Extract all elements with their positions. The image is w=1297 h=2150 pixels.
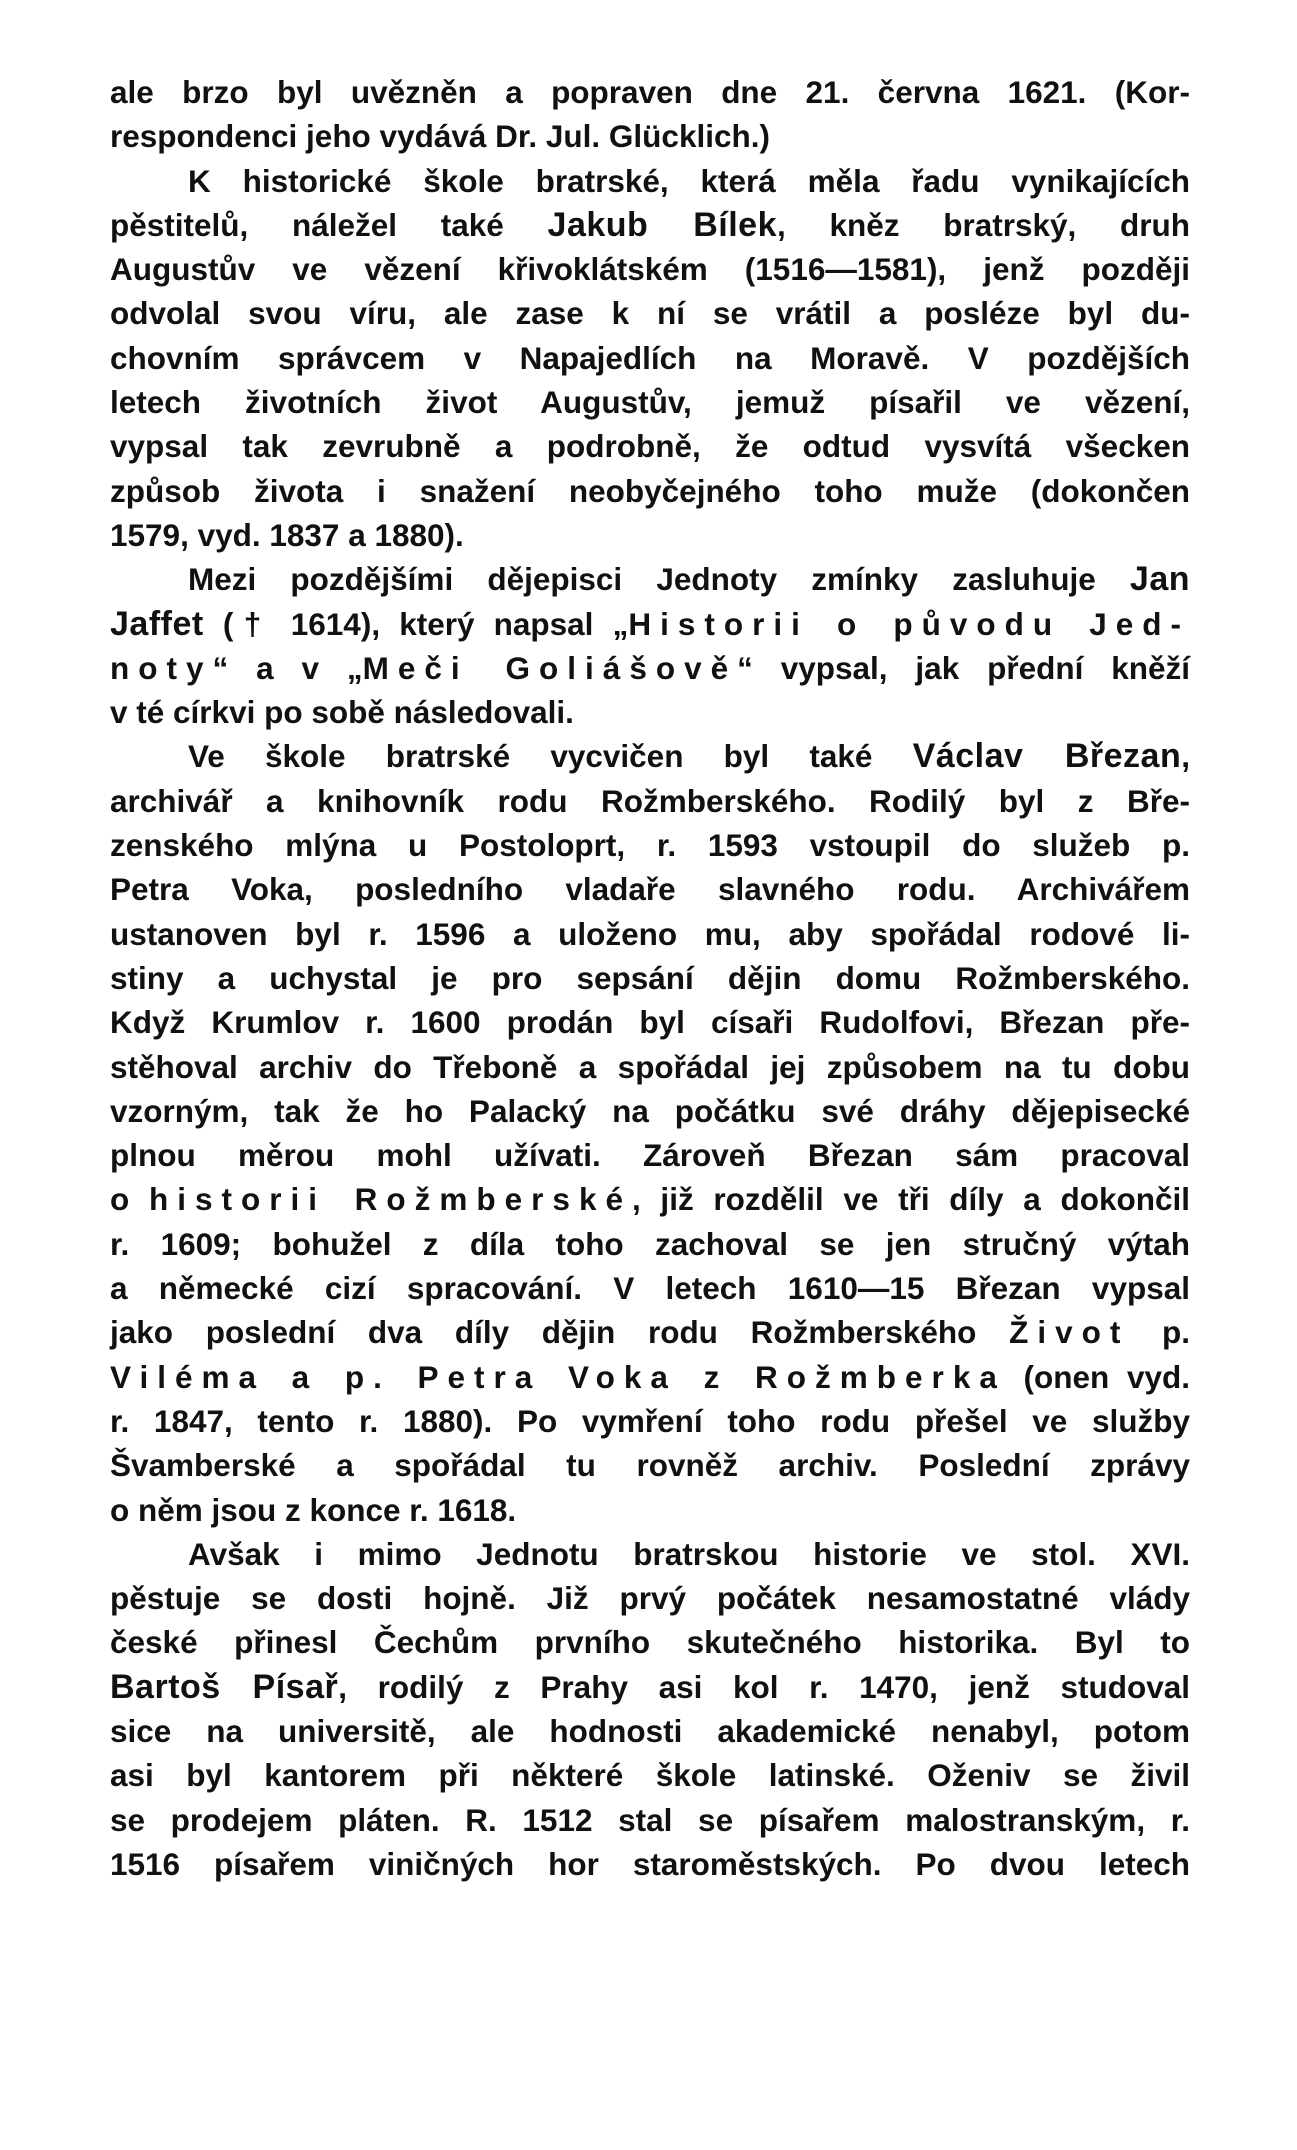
- text-line: [110, 336, 1190, 380]
- text-segment: Švamberské a spořádal tu rovněž archiv. Poslední zprávy: [110, 1447, 1190, 1484]
- text-line: [110, 602, 1190, 646]
- text-line: [110, 159, 1190, 203]
- text-line: [110, 114, 1190, 158]
- text-line: [110, 1355, 1190, 1399]
- text-line: [110, 1576, 1190, 1620]
- text-segment: , již rozdělil ve tři díly a dokončil: [631, 1181, 1190, 1218]
- text-segment: o: [110, 1181, 149, 1218]
- person-name: Jaffet: [110, 604, 204, 643]
- text-segment: Avšak i mimo Jednotu bratrskou historie ve stol. XVI.: [188, 1535, 1190, 1572]
- spaced-title: historii Rožmberské: [148, 1181, 632, 1218]
- text-segment: pěstitelů, náležel také: [110, 206, 548, 243]
- text-segment: asi byl kantorem při některé škole latinské. Oženiv se živil: [110, 1757, 1190, 1794]
- text-line: [110, 70, 1190, 114]
- text-segment: ,: [1181, 738, 1190, 775]
- text-segment: Ve škole bratrské vycvičen byl také: [188, 738, 913, 775]
- text-line: [110, 690, 1190, 734]
- text-line: [110, 380, 1190, 424]
- document-page: [110, 70, 1190, 1886]
- text-segment: r. 1847, tento r. 1880). Po vymření toho rodu přešel ve služby: [110, 1402, 1190, 1439]
- text-segment: Petra Voka, posledního vladaře slavného rodu. Archivářem: [110, 871, 1190, 908]
- text-segment: se prodejem pláten. R. 1512 stal se písařem malostranským, r.: [110, 1801, 1190, 1838]
- text-line: [110, 291, 1190, 335]
- person-name: Jakub Bílek: [547, 205, 777, 244]
- text-segment: chovním správcem v Napajedlích na Moravě. V pozdějších: [110, 339, 1190, 376]
- text-line: [110, 1798, 1190, 1842]
- text-line: [110, 867, 1190, 911]
- text-line: [110, 1753, 1190, 1797]
- text-segment: (onen vyd.: [1005, 1358, 1190, 1395]
- text-line: [110, 203, 1190, 247]
- text-segment: 1516 písařem viničných hor staroměstských. Po dvou letech: [110, 1845, 1190, 1882]
- text-segment: v té církvi po sobě následovali.: [110, 694, 574, 731]
- text-segment: , rodilý z Prahy asi kol r. 1470, jenž studoval: [338, 1668, 1190, 1705]
- text-segment: plnou měrou mohl užívati. Zároveň Březan sám pracoval: [110, 1137, 1190, 1174]
- text-segment: vzorným, tak že ho Palacký na počátku své dráhy dějepisecké: [110, 1092, 1190, 1129]
- text-segment: české přinesl Čechům prvního skutečného historika. Byl to: [110, 1624, 1190, 1661]
- text-segment: Když Krumlov r. 1600 prodán byl císaři Rudolfovi, Březan pře-: [110, 1004, 1190, 1041]
- text-segment: jako poslední dva díly dějin rodu Rožmberského: [110, 1314, 1010, 1351]
- spaced-title: Viléma a p. Petra Voka z Rožmberka: [110, 1358, 1006, 1395]
- text-line: [110, 1222, 1190, 1266]
- text-segment: a německé cizí spracování. V letech 1610—15 Březan vypsal: [110, 1270, 1190, 1307]
- person-name: Bartoš Písař: [110, 1667, 339, 1706]
- spaced-title: Historii o původu Jed-: [628, 605, 1190, 642]
- text-line: [110, 1665, 1190, 1709]
- text-segment: o něm jsou z konce r. 1618.: [110, 1491, 517, 1528]
- text-segment: ustanoven byl r. 1596 a uloženo mu, aby spořádal rodové li-: [110, 915, 1190, 952]
- text-line: [110, 956, 1190, 1000]
- text-segment: p.: [1129, 1314, 1190, 1351]
- text-line: [110, 1000, 1190, 1044]
- text-segment: 1579, vyd. 1837 a 1880).: [110, 516, 464, 553]
- text-line: [110, 469, 1190, 513]
- text-line: [110, 823, 1190, 867]
- text-line: [110, 1443, 1190, 1487]
- spaced-title: Život: [1009, 1314, 1130, 1351]
- text-segment: “ vypsal, jak přední kněží: [737, 649, 1190, 686]
- text-line: [110, 1488, 1190, 1532]
- text-segment: archivář a knihovník rodu Rožmberského. Rodilý byl z Bře-: [110, 782, 1190, 819]
- person-name: Václav Březan: [912, 737, 1182, 776]
- text-segment: způsob života i snažení neobyčejného toho muže (dokončen: [110, 472, 1190, 509]
- text-line: [110, 912, 1190, 956]
- text-segment: r. 1609; bohužel z díla toho zachoval se jen stručný výtah: [110, 1225, 1190, 1262]
- text-line: [110, 513, 1190, 557]
- text-segment: letech životních život Augustův, jemuž písařil ve vězení,: [110, 384, 1190, 421]
- text-segment: stěhoval archiv do Třeboně a spořádal jej způsobem na tu dobu: [110, 1048, 1190, 1085]
- text-segment: odvolal svou víru, ale zase k ní se vrátil a posléze byl du-: [110, 295, 1190, 332]
- text-line: [110, 779, 1190, 823]
- text-segment: sice na universitě, ale hodnosti akademické nenabyl, potom: [110, 1712, 1190, 1749]
- text-line: [110, 1709, 1190, 1753]
- text-line: [110, 1133, 1190, 1177]
- text-segment: pěstuje se dosti hojně. Již prvý počátek nesamostatné vlády: [110, 1580, 1190, 1617]
- text-segment: respondenci jeho vydává Dr. Jul. Glücklich.): [110, 118, 770, 155]
- text-line: [110, 1620, 1190, 1664]
- text-segment: stiny a uchystal je pro sepsání dějin domu Rožmberského.: [110, 959, 1190, 996]
- text-line: [110, 646, 1190, 690]
- text-segment: zenského mlýna u Postoloprt, r. 1593 vstoupil do služeb p.: [110, 827, 1190, 864]
- text-segment: K historické škole bratrské, která měla řadu vynikajících: [188, 162, 1190, 199]
- text-line: [110, 734, 1190, 778]
- text-line: [110, 557, 1190, 601]
- text-line: [110, 247, 1190, 291]
- text-line: [110, 1177, 1190, 1221]
- text-segment: , kněz bratrský, druh: [776, 206, 1190, 243]
- text-line: [110, 1045, 1190, 1089]
- text-line: [110, 1399, 1190, 1443]
- text-segment: vypsal tak zevrubně a podrobně, že odtud vysvítá všecken: [110, 428, 1190, 465]
- text-segment: Augustův ve vězení křivoklátském (1516—1581), jenž později: [110, 251, 1190, 288]
- person-name: Jan: [1129, 560, 1190, 599]
- text-line: [110, 1842, 1190, 1886]
- text-line: [110, 1089, 1190, 1133]
- text-segment: Mezi pozdějšími dějepisci Jednoty zmínky zasluhuje: [188, 561, 1130, 598]
- text-line: [110, 1532, 1190, 1576]
- spaced-title: noty: [110, 649, 213, 686]
- text-segment: († 1614), který napsal „: [203, 605, 629, 642]
- text-line: [110, 1310, 1190, 1354]
- text-segment: ale brzo byl uvězněn a popraven dne 21. června 1621. (Kor-: [110, 74, 1190, 110]
- text-segment: “ a v „: [212, 649, 363, 686]
- text-line: [110, 424, 1190, 468]
- spaced-title: Meči Goliášově: [362, 649, 738, 686]
- text-line: [110, 1266, 1190, 1310]
